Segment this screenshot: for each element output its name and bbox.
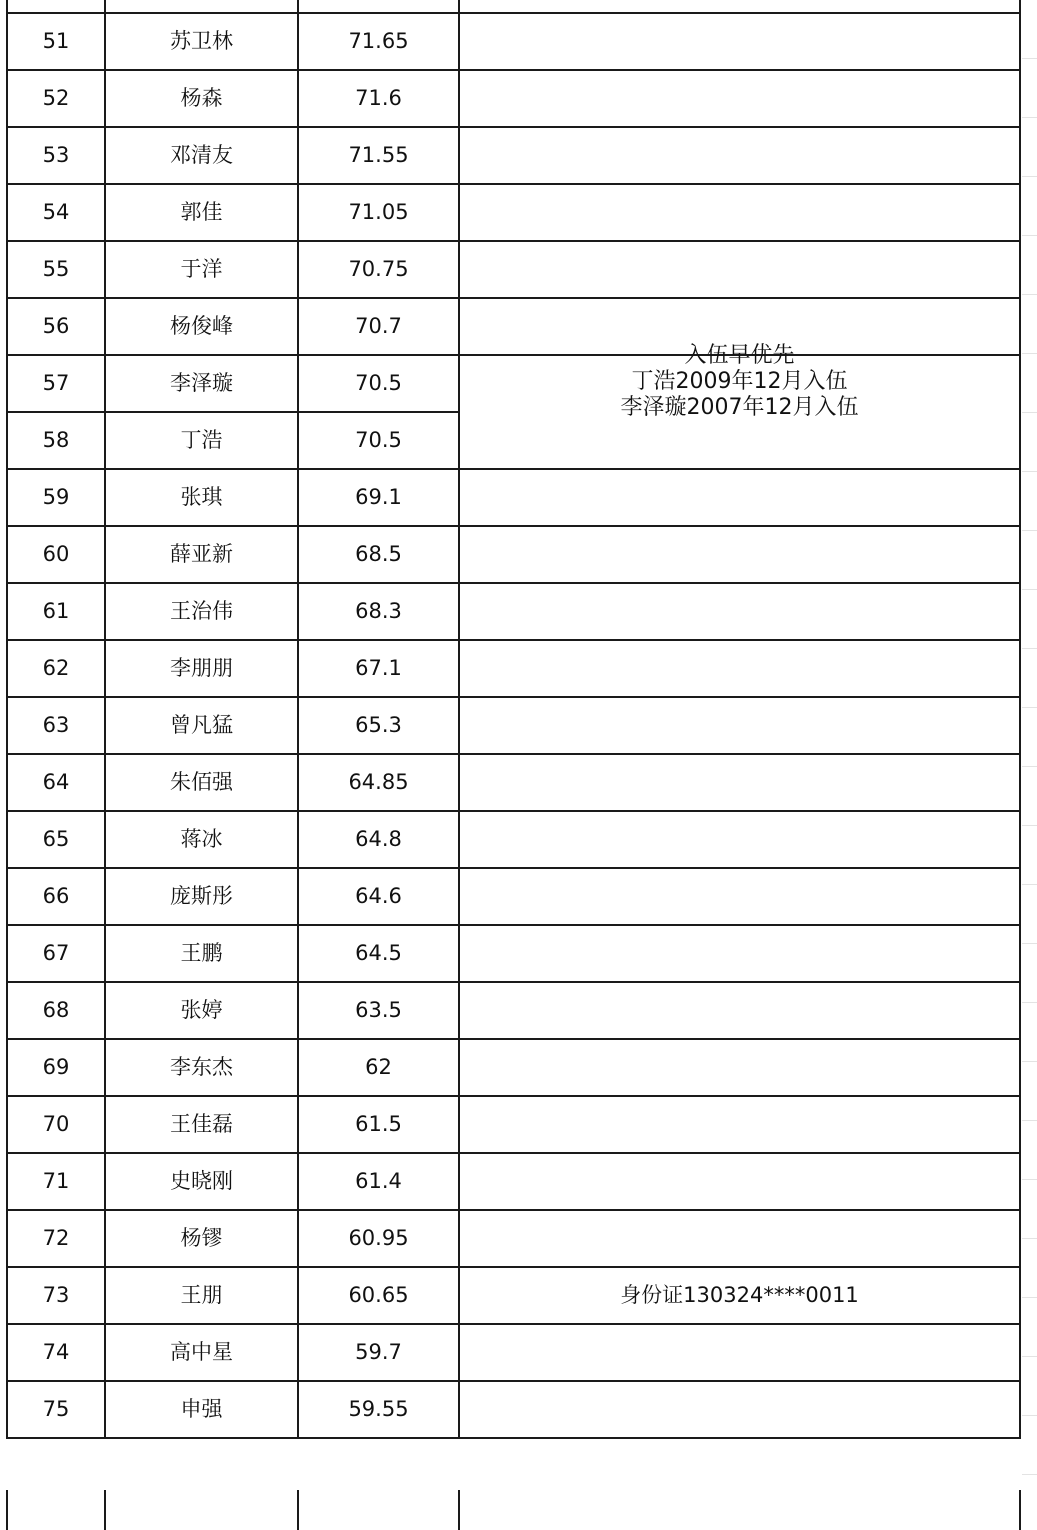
note-cell[interactable]: 身份证130324****0011	[459, 1267, 1020, 1324]
score-cell[interactable]: 71.05	[298, 184, 459, 241]
note-cell[interactable]	[459, 469, 1020, 526]
candidate-name[interactable]: 张婷	[105, 982, 298, 1039]
candidate-name[interactable]: 杨镠	[105, 1210, 298, 1267]
score-cell[interactable]: 61.4	[298, 1153, 459, 1210]
row-number[interactable]: 75	[7, 1381, 105, 1438]
score-cell[interactable]: 70.5	[298, 412, 459, 469]
row-number[interactable]: 71	[7, 1153, 105, 1210]
table-row[interactable]	[7, 1153, 1020, 1210]
note-cell[interactable]	[459, 754, 1020, 811]
note-cell[interactable]	[459, 1381, 1020, 1438]
candidate-name[interactable]: 高中星	[105, 1324, 298, 1381]
row-number[interactable]: 63	[7, 697, 105, 754]
row-number[interactable]: 54	[7, 184, 105, 241]
table-row[interactable]	[7, 1267, 1020, 1324]
table-row[interactable]	[7, 70, 1020, 127]
merged-note-cell[interactable]	[459, 343, 1020, 469]
score-cell[interactable]: 63.5	[298, 982, 459, 1039]
note-cell[interactable]	[459, 1039, 1020, 1096]
table-row[interactable]	[7, 1324, 1020, 1381]
score-cell[interactable]: 60.95	[298, 1210, 459, 1267]
row-number[interactable]: 56	[7, 298, 105, 355]
note-cell[interactable]	[459, 640, 1020, 697]
score-cell[interactable]: 70.75	[298, 241, 459, 298]
table-row[interactable]	[7, 868, 1020, 925]
row-number[interactable]: 74	[7, 1324, 105, 1381]
note-cell[interactable]	[459, 982, 1020, 1039]
score-cell[interactable]: 64.85	[298, 754, 459, 811]
score-cell[interactable]: 71.6	[298, 70, 459, 127]
note-cell[interactable]	[459, 1324, 1020, 1381]
row-number[interactable]: 55	[7, 241, 105, 298]
score-cell[interactable]: 69.1	[298, 469, 459, 526]
score-cell[interactable]: 68.3	[298, 583, 459, 640]
table-row[interactable]	[7, 127, 1020, 184]
row-number[interactable]: 67	[7, 925, 105, 982]
score-cell[interactable]: 68.5	[298, 526, 459, 583]
score-cell[interactable]: 62	[298, 1039, 459, 1096]
candidate-name[interactable]: 丁浩	[105, 412, 298, 469]
score-cell[interactable]: 59.7	[298, 1324, 459, 1381]
score-cell[interactable]: 71.55	[298, 127, 459, 184]
score-cell[interactable]: 67.1	[298, 640, 459, 697]
note-cell[interactable]	[459, 1210, 1020, 1267]
note-cell[interactable]	[459, 1096, 1020, 1153]
row-number[interactable]: 51	[7, 13, 105, 70]
table-row[interactable]	[7, 640, 1020, 697]
note-cell[interactable]	[459, 583, 1020, 640]
score-table	[6, 12, 1021, 1439]
candidate-name[interactable]: 朱佰强	[105, 754, 298, 811]
score-cell[interactable]: 65.3	[298, 697, 459, 754]
table-row[interactable]	[7, 1381, 1020, 1438]
score-cell[interactable]: 64.8	[298, 811, 459, 868]
row-number[interactable]: 62	[7, 640, 105, 697]
candidate-name[interactable]: 杨俊峰	[105, 298, 298, 355]
score-cell[interactable]: 64.6	[298, 868, 459, 925]
table-row[interactable]	[7, 1210, 1020, 1267]
row-number[interactable]: 61	[7, 583, 105, 640]
candidate-name[interactable]: 曾凡猛	[105, 697, 298, 754]
candidate-name[interactable]: 蒋冰	[105, 811, 298, 868]
score-cell[interactable]: 71.65	[298, 13, 459, 70]
note-line: 李泽璇2007年12月入伍	[620, 395, 859, 420]
candidate-name[interactable]: 薛亚新	[105, 526, 298, 583]
table-row[interactable]	[7, 1039, 1020, 1096]
table-row[interactable]	[7, 754, 1020, 811]
table-row[interactable]	[7, 298, 1020, 355]
note-cell[interactable]	[459, 526, 1020, 583]
table-row[interactable]	[7, 184, 1020, 241]
table-row[interactable]	[7, 925, 1020, 982]
row-number[interactable]: 53	[7, 127, 105, 184]
candidate-name[interactable]: 张琪	[105, 469, 298, 526]
score-cell[interactable]: 60.65	[298, 1267, 459, 1324]
candidate-name[interactable]: 李东杰	[105, 1039, 298, 1096]
table-row[interactable]	[7, 526, 1020, 583]
note-cell[interactable]	[459, 925, 1020, 982]
candidate-name[interactable]: 邓清友	[105, 127, 298, 184]
row-number[interactable]: 58	[7, 412, 105, 469]
note-cell[interactable]	[459, 868, 1020, 925]
score-cell[interactable]: 64.5	[298, 925, 459, 982]
note-cell[interactable]	[459, 697, 1020, 754]
table-row[interactable]	[7, 697, 1020, 754]
candidate-name[interactable]: 于洋	[105, 241, 298, 298]
candidate-name[interactable]: 李朋朋	[105, 640, 298, 697]
row-number[interactable]: 69	[7, 1039, 105, 1096]
row-number[interactable]: 52	[7, 70, 105, 127]
row-number[interactable]: 72	[7, 1210, 105, 1267]
table-row[interactable]	[7, 469, 1020, 526]
note-cell[interactable]	[459, 811, 1020, 868]
candidate-name[interactable]: 王佳磊	[105, 1096, 298, 1153]
candidate-name[interactable]: 申强	[105, 1381, 298, 1438]
table-row[interactable]	[7, 982, 1020, 1039]
note-cell[interactable]	[459, 1153, 1020, 1210]
table-row[interactable]	[7, 13, 1020, 70]
candidate-name[interactable]: 郭佳	[105, 184, 298, 241]
table-row[interactable]	[7, 811, 1020, 868]
note-line: 入伍早优先	[684, 343, 795, 368]
table-row[interactable]	[7, 1096, 1020, 1153]
table-row[interactable]	[7, 355, 1020, 412]
candidate-name[interactable]: 庞斯彤	[105, 868, 298, 925]
score-cell[interactable]: 59.55	[298, 1381, 459, 1438]
row-number[interactable]: 59	[7, 469, 105, 526]
score-cell[interactable]: 61.5	[298, 1096, 459, 1153]
row-number[interactable]: 73	[7, 1267, 105, 1324]
candidate-name[interactable]: 史晓刚	[105, 1153, 298, 1210]
note-cell[interactable]	[459, 184, 1020, 241]
row-number[interactable]: 70	[7, 1096, 105, 1153]
note-cell[interactable]	[459, 70, 1020, 127]
candidate-name[interactable]: 李泽璇	[105, 355, 298, 412]
row-number[interactable]: 66	[7, 868, 105, 925]
score-cell[interactable]: 70.5	[298, 355, 459, 412]
row-number[interactable]: 68	[7, 982, 105, 1039]
candidate-name[interactable]: 王朋	[105, 1267, 298, 1324]
row-number[interactable]: 64	[7, 754, 105, 811]
row-number[interactable]: 60	[7, 526, 105, 583]
grid-lines	[1022, 0, 1037, 1502]
merged-note-text	[621, 343, 859, 421]
candidate-name[interactable]: 杨森	[105, 70, 298, 127]
clipped-header-row	[6, 0, 1021, 12]
score-cell[interactable]: 70.7	[298, 298, 459, 355]
row-number[interactable]: 65	[7, 811, 105, 868]
note-cell[interactable]	[459, 241, 1020, 298]
table-row[interactable]	[7, 241, 1020, 298]
note-cell[interactable]	[459, 13, 1020, 70]
table-row[interactable]	[7, 583, 1020, 640]
clipped-next-row	[6, 1490, 1021, 1530]
candidate-name[interactable]: 王治伟	[105, 583, 298, 640]
note-cell[interactable]	[459, 127, 1020, 184]
candidate-name[interactable]: 王鹏	[105, 925, 298, 982]
candidate-name[interactable]: 苏卫林	[105, 13, 298, 70]
row-number[interactable]: 57	[7, 355, 105, 412]
note-line: 丁浩2009年12月入伍	[631, 369, 848, 394]
